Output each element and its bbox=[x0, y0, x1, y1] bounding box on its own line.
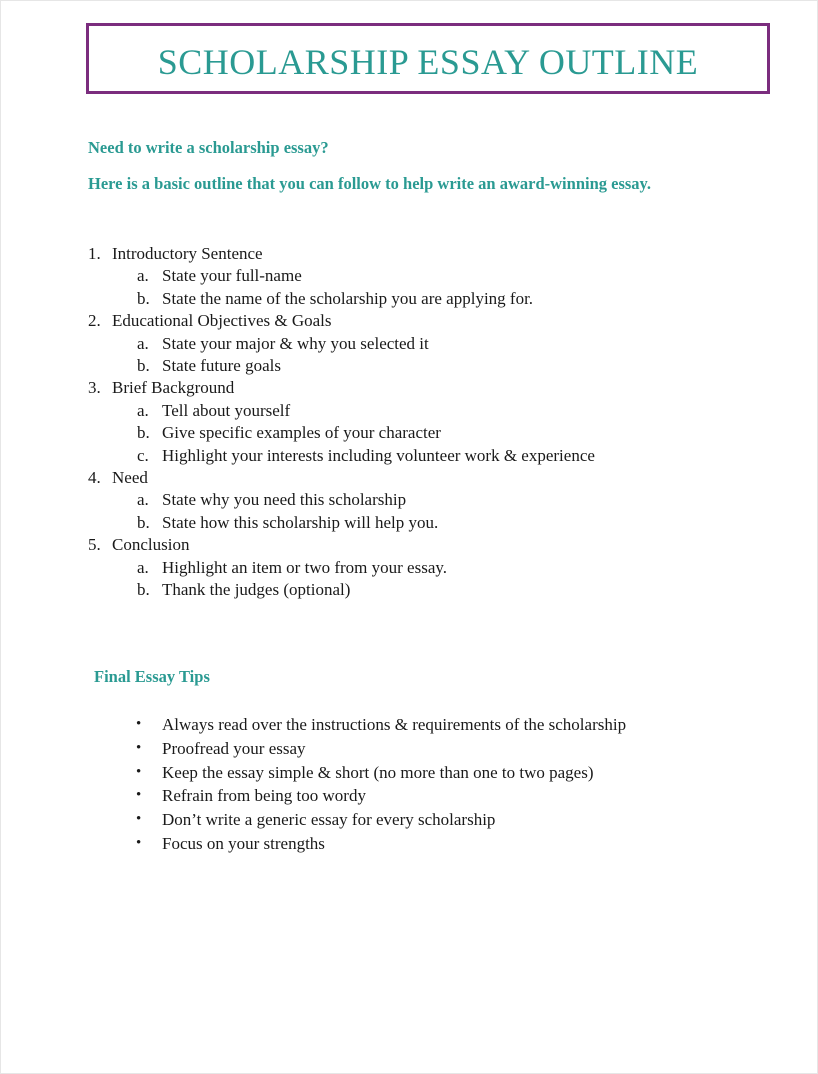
outline-item-number: 3. bbox=[88, 378, 101, 398]
outline-subitem-text: Give specific examples of your character bbox=[162, 423, 441, 443]
outline-subitem-text: State your full-name bbox=[162, 266, 302, 286]
outline-subitem-letter: c. bbox=[137, 445, 149, 465]
essay-outline-list bbox=[88, 243, 595, 602]
bullet-icon: • bbox=[136, 811, 142, 828]
outline-subitem-text: State why you need this scholarship bbox=[162, 490, 407, 510]
outline-subitem-letter: b. bbox=[137, 356, 150, 376]
intro-question: Need to write a scholarship essay? bbox=[88, 138, 329, 157]
outline-subitem-letter: b. bbox=[137, 512, 150, 532]
tip-item bbox=[136, 761, 626, 785]
outline-subitem-letter: a. bbox=[137, 333, 149, 353]
outline-subitem bbox=[88, 422, 595, 444]
outline-subitem-text: State how this scholarship will help you. bbox=[162, 512, 439, 532]
bullet-icon: • bbox=[136, 834, 142, 851]
tip-text: Proofread your essay bbox=[162, 738, 306, 758]
outline-subitem bbox=[88, 445, 595, 467]
outline-item-number: 2. bbox=[88, 311, 101, 331]
outline-subitem bbox=[88, 333, 595, 355]
outline-subitem bbox=[88, 400, 595, 422]
outline-item-label: Brief Background bbox=[112, 378, 235, 398]
outline-item bbox=[88, 534, 595, 556]
tip-text: Don’t write a generic essay for every scholarship bbox=[162, 810, 496, 830]
outline-subitem bbox=[88, 489, 595, 511]
outline-subitem-text: State your major & why you selected it bbox=[162, 333, 429, 353]
outline-subitem bbox=[88, 557, 595, 579]
tips-heading: Final Essay Tips bbox=[94, 667, 210, 686]
page-title: SCHOLARSHIP ESSAY OUTLINE bbox=[157, 41, 699, 82]
outline-item bbox=[88, 467, 595, 489]
tip-item bbox=[136, 832, 626, 856]
tip-item bbox=[136, 737, 626, 761]
outline-item-number: 4. bbox=[88, 468, 101, 488]
bullet-icon: • bbox=[136, 739, 142, 756]
outline-subitem bbox=[88, 288, 595, 310]
title-box bbox=[86, 23, 770, 94]
outline-subitem-text: Highlight your interests including volunteer work & experience bbox=[162, 445, 595, 465]
outline-subitem-text: Thank the judges (optional) bbox=[162, 580, 351, 600]
outline-item-number: 1. bbox=[88, 244, 101, 263]
bullet-icon: • bbox=[136, 716, 142, 732]
tip-text: Refrain from being too wordy bbox=[162, 786, 366, 806]
outline-subitem-text: Highlight an item or two from your essay. bbox=[162, 557, 448, 577]
outline-item bbox=[88, 243, 595, 265]
tip-text: Always read over the instructions & requirements of the scholarship bbox=[162, 715, 627, 734]
outline-item-label: Introductory Sentence bbox=[112, 244, 263, 263]
outline-item-label: Need bbox=[112, 468, 148, 488]
outline-subitem bbox=[88, 265, 595, 287]
outline-subitem-letter: a. bbox=[137, 557, 149, 577]
outline-item bbox=[88, 377, 595, 399]
tip-text: Focus on your strengths bbox=[162, 833, 325, 853]
outline-subitem bbox=[88, 512, 595, 534]
outline-subitem-letter: a. bbox=[137, 400, 149, 420]
tip-item bbox=[136, 784, 626, 808]
outline-item-label: Educational Objectives & Goals bbox=[112, 311, 332, 331]
outline-subitem-text: State future goals bbox=[162, 356, 281, 376]
tip-text: Keep the essay simple & short (no more than one to two pages) bbox=[162, 762, 594, 782]
outline-subitem-text: Tell about yourself bbox=[162, 400, 291, 420]
outline-subitem-letter: b. bbox=[137, 580, 150, 600]
outline-subitem-letter: b. bbox=[137, 288, 150, 308]
tip-item bbox=[136, 808, 626, 832]
outline-item bbox=[88, 310, 595, 332]
tip-item bbox=[136, 713, 626, 737]
outline-item-label: Conclusion bbox=[112, 535, 190, 555]
bullet-icon: • bbox=[136, 787, 142, 804]
outline-subitem-letter: b. bbox=[137, 423, 150, 443]
intro-description: Here is a basic outline that you can follow to help write an award-winning essay. bbox=[88, 174, 652, 193]
bullet-icon: • bbox=[136, 763, 142, 780]
outline-item-number: 5. bbox=[88, 535, 101, 555]
tips-list bbox=[136, 713, 626, 856]
outline-subitem bbox=[88, 579, 595, 601]
outline-subitem bbox=[88, 355, 595, 377]
outline-subitem-letter: a. bbox=[137, 266, 149, 286]
outline-subitem-text: State the name of the scholarship you are applying for. bbox=[162, 288, 534, 308]
outline-subitem-letter: a. bbox=[137, 490, 149, 510]
